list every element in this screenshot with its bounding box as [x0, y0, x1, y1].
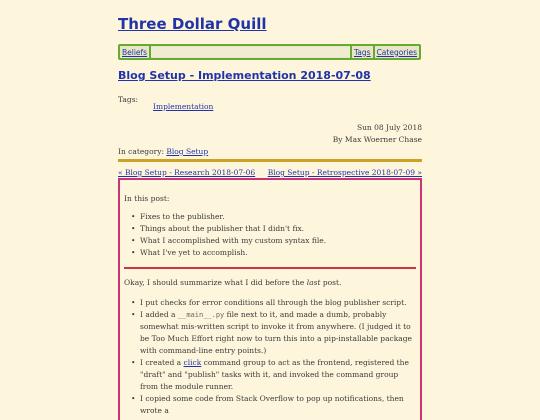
- code-main-py: __main__.py: [177, 311, 225, 319]
- nav-beliefs-link[interactable]: Beliefs: [122, 47, 148, 57]
- summary-text-start: Okay, I should summarize what I did before the: [124, 278, 307, 287]
- next-post-link[interactable]: Blog Setup - Retrospective 2018-07-09 »: [267, 168, 422, 177]
- summary-emphasis: last: [306, 278, 321, 287]
- toc-item: • What I accomplished with my custom syntax file.: [124, 235, 414, 247]
- post-date: Sun 08 July 2018: [356, 123, 422, 132]
- item-text: command group to act as the frontend, registered the "draft" and "publish" tasks with it, and invoked the command group from the module runner.: [140, 358, 409, 391]
- toc-list: [124, 211, 414, 259]
- toc-item: • Things about the publisher that I didn't fix.: [124, 223, 414, 235]
- site-title-link[interactable]: Three Dollar Quill: [118, 15, 267, 33]
- summary-text-end: post.: [320, 278, 342, 287]
- item-text: file next to it, and made a dumb, probably somewhat mis-written script to invoke it from anywhere. (I judged it to be Too Much Effort right now to turn this into a pip-installable package with command-line entry points.): [140, 310, 412, 355]
- nav-tags-link[interactable]: Tags: [353, 47, 371, 57]
- post-content: [118, 178, 422, 420]
- header-divider: [118, 159, 422, 162]
- category-link[interactable]: Blog Setup: [166, 147, 209, 156]
- nav-categories-link[interactable]: Categories: [376, 47, 417, 57]
- prev-post-link[interactable]: « Blog Setup - Research 2018-07-06: [118, 168, 256, 177]
- click-library-link[interactable]: click: [183, 358, 202, 367]
- toc-item: • Fixes to the publisher.: [124, 211, 414, 223]
- post-category: [118, 147, 208, 156]
- category-label: In category:: [118, 147, 164, 156]
- top-nav-bar: [118, 44, 421, 60]
- section-divider: [124, 267, 416, 269]
- summary-item: • I copied some code from Stack Overflow to pop up notifications, then wrote a: [124, 393, 414, 417]
- post-title-link[interactable]: Blog Setup - Implementation 2018-07-08: [118, 69, 371, 82]
- summary-item: [124, 309, 414, 357]
- post-author: By Max Woerner Chase: [332, 135, 422, 144]
- summary-item: [124, 357, 414, 393]
- summary-item: • I put checks for error conditions all through the blog publisher script.: [124, 297, 414, 309]
- item-text: I created a: [140, 358, 184, 367]
- summary-list: [124, 297, 414, 417]
- summary-paragraph: [124, 277, 341, 289]
- nav-spacer: [151, 47, 350, 57]
- tag-implementation-link[interactable]: Implementation: [153, 102, 214, 111]
- toc-item: • What I've yet to accomplish.: [124, 247, 414, 259]
- in-this-post-label: In this post:: [124, 194, 170, 203]
- item-text: I added a: [140, 310, 178, 319]
- tags-label: Tags:: [118, 95, 139, 104]
